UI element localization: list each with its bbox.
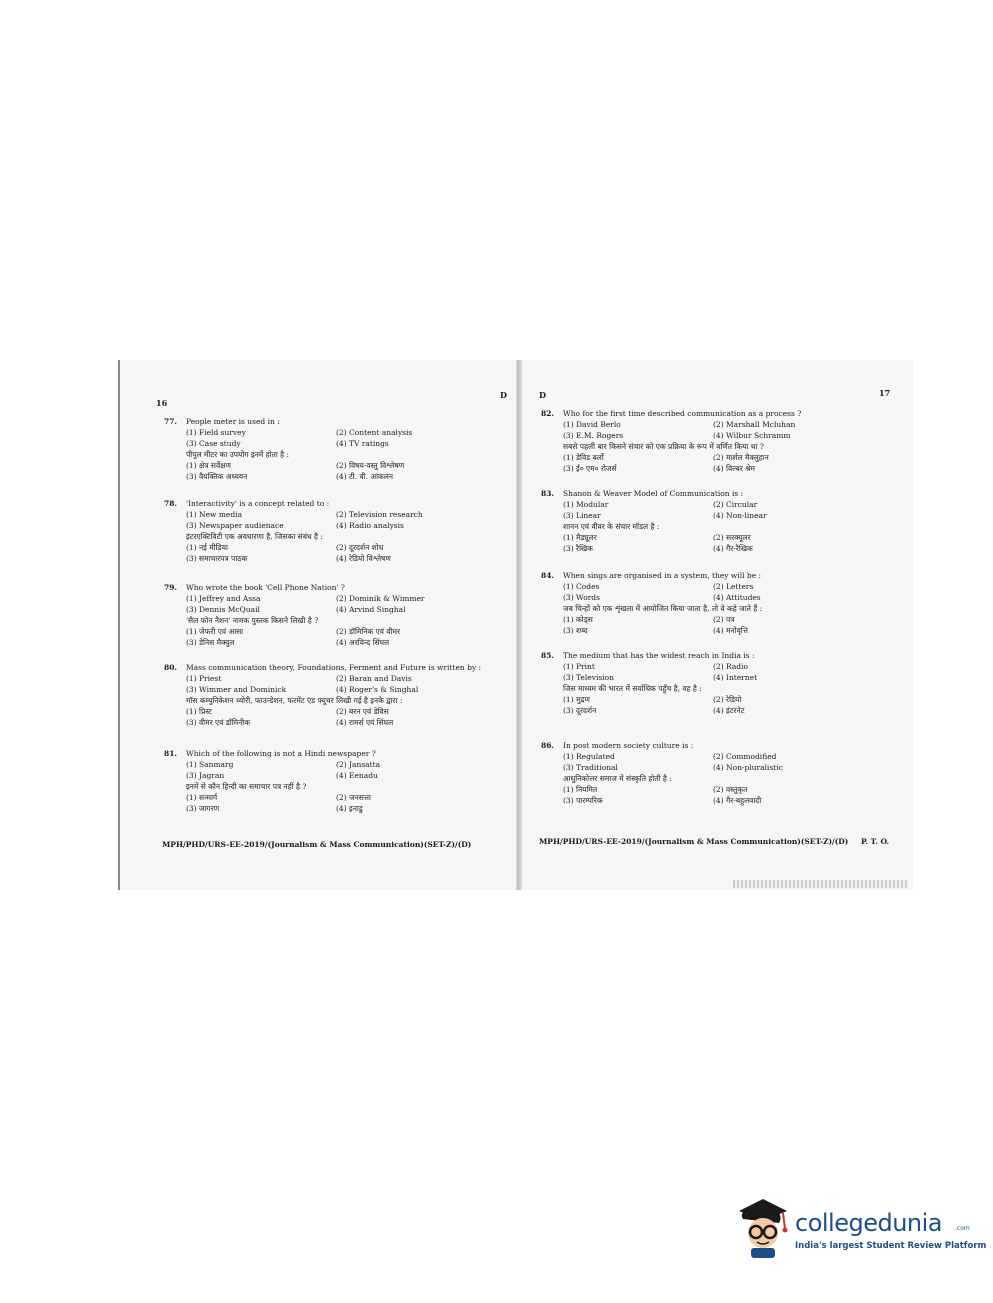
option-hindi: (4) रामर्स एवं सिंघल bbox=[336, 718, 394, 727]
question-stem-row bbox=[541, 408, 871, 419]
option: (1) Sanmarg bbox=[186, 760, 234, 769]
question-stem-hindi: 'सैल फोन नैशन' नामक पुस्तक किसने लिखी है ? bbox=[186, 616, 319, 625]
options-grid-hindi bbox=[541, 784, 871, 806]
question-stem-row bbox=[164, 662, 494, 673]
option-hindi: (2) मार्शल मैक्लुहान bbox=[713, 453, 769, 462]
option-hindi: (1) नई मीडिया bbox=[186, 543, 228, 552]
option-hindi: (4) मनोवृत्ति bbox=[713, 626, 748, 635]
question-stem-row bbox=[541, 570, 871, 581]
option-hindi: (2) वस्तुकृत bbox=[713, 785, 748, 794]
question-stem-row bbox=[164, 416, 494, 427]
option: (3) Case study bbox=[186, 439, 241, 448]
option: (3) Jagran bbox=[186, 771, 225, 780]
option-hindi: (2) दूरदर्शन शोध bbox=[336, 543, 384, 552]
option: (1) Modular bbox=[563, 500, 609, 509]
option: (2) Dominik & Wimmer bbox=[336, 594, 425, 603]
question-number: 84. bbox=[541, 571, 555, 580]
option: (3) Traditional bbox=[563, 763, 618, 772]
options-grid bbox=[164, 593, 494, 615]
right-page bbox=[520, 360, 914, 890]
question-stem: When sings are organised in a system, they will be : bbox=[563, 571, 762, 580]
option: (1) Priest bbox=[186, 674, 222, 683]
options-grid-hindi bbox=[164, 626, 494, 648]
option-hindi: (3) पारम्परिक bbox=[563, 796, 603, 805]
option: (4) Non-linear bbox=[713, 511, 767, 520]
option: (4) Wilbur Schramm bbox=[713, 431, 791, 440]
question-stem-row bbox=[541, 740, 871, 751]
question-number: 83. bbox=[541, 489, 555, 498]
question-stem-hindi: इंटरएक्टिविटी एक अवधारणा है, जिसका संबंध है : bbox=[186, 532, 323, 541]
question-stem: Who for the first time described communication as a process ? bbox=[563, 409, 802, 418]
options-grid bbox=[541, 419, 871, 441]
brand-name: collegedunia bbox=[795, 1209, 943, 1237]
option: (1) Regulated bbox=[563, 752, 615, 761]
question-stem-row bbox=[164, 498, 494, 509]
question-stem: Mass communication theory, Foundations, Ferment and Future is written by : bbox=[186, 663, 482, 672]
options-grid-hindi bbox=[541, 532, 871, 554]
question-stem-hindi: मॉस कम्युनिकेशन थ्योरी, फाउन्डेशन, फरमेंट एंड फ्यूचर लिखी गई है इनके द्वारा : bbox=[186, 696, 403, 705]
option-hindi: (3) वैयक्तिक अध्ययन bbox=[186, 472, 248, 481]
option-hindi: (1) जेफरी एवं आसा bbox=[186, 627, 244, 636]
option-hindi: (1) मैड्यूलर bbox=[563, 533, 597, 542]
option: (4) Roger's & Singhal bbox=[336, 685, 419, 694]
question-stem-hindi: पीपुल मीटर का उपयोग इनमें होता है : bbox=[186, 450, 290, 459]
option-hindi: (3) डेनिस मैक्वुल bbox=[186, 638, 235, 647]
question-number: 81. bbox=[164, 749, 178, 758]
question-81 bbox=[164, 748, 494, 814]
question-78 bbox=[164, 498, 494, 564]
option-hindi: (3) वीमर एवं डॉमिनीक bbox=[186, 718, 251, 727]
options-grid bbox=[541, 581, 871, 603]
option: (4) TV ratings bbox=[336, 439, 389, 448]
option-hindi: (3) समाचारपत्र पाठक bbox=[186, 554, 248, 563]
options-grid-hindi bbox=[164, 792, 494, 814]
option-hindi: (1) सन्मार्ग bbox=[186, 793, 218, 802]
option-hindi: (1) मुद्रण bbox=[563, 695, 590, 704]
student-mascot-icon bbox=[733, 1195, 791, 1265]
question-stem: People meter is used in : bbox=[186, 417, 280, 426]
options-grid bbox=[164, 673, 494, 695]
option: (4) Attitudes bbox=[713, 593, 761, 602]
options-grid bbox=[164, 759, 494, 781]
question-stem: In post modern society culture is : bbox=[563, 741, 694, 750]
option: (2) Commodified bbox=[713, 752, 777, 761]
question-82 bbox=[541, 408, 871, 474]
collegedunia-logo bbox=[733, 1195, 987, 1265]
option: (3) Newspaper audienace bbox=[186, 521, 284, 530]
option: (4) Radio analysis bbox=[336, 521, 404, 530]
options-grid bbox=[541, 751, 871, 773]
brand-suffix: .com bbox=[955, 1225, 970, 1232]
question-stem: 'Interactivity' is a concept related to : bbox=[186, 499, 330, 508]
option: (2) Marshall Mcluhan bbox=[713, 420, 796, 429]
option-hindi: (2) सरक्यूलर bbox=[713, 533, 751, 542]
option: (2) Baran and Davis bbox=[336, 674, 412, 683]
question-number: 86. bbox=[541, 741, 555, 750]
option-hindi: (4) गैर-बहुलवादी bbox=[713, 796, 762, 805]
option-hindi: (4) टी. वी. आंकलन bbox=[336, 472, 394, 481]
option: (3) E.M. Rogers bbox=[563, 431, 624, 440]
question-77 bbox=[164, 416, 494, 482]
option: (3) Dennis McQuail bbox=[186, 605, 260, 614]
question-stem-hindi: सबसे पहली बार किसने संचार को एक प्रक्रिया के रूप में वर्णित किया था ? bbox=[563, 442, 764, 451]
option-hindi: (1) क्षेत्र सर्वेक्षण bbox=[186, 461, 231, 470]
question-number: 80. bbox=[164, 663, 178, 672]
option-hindi: (1) कोड्स bbox=[563, 615, 593, 624]
question-stem: Shanon & Weaver Model of Communication is : bbox=[563, 489, 744, 498]
left-page bbox=[118, 360, 520, 890]
option-hindi: (4) गैर-रैखिक bbox=[713, 544, 753, 553]
option-hindi: (2) जनसत्ता bbox=[336, 793, 371, 802]
option-hindi: (3) ई० एम० रोजर्स bbox=[563, 464, 617, 473]
options-grid-hindi bbox=[164, 706, 494, 728]
set-letter: D bbox=[500, 390, 507, 400]
option-hindi: (3) दूरदर्शन bbox=[563, 706, 597, 715]
options-grid bbox=[164, 427, 494, 449]
option: (1) David Berlo bbox=[563, 420, 621, 429]
brand-tagline: India's largest Student Review Platform bbox=[795, 1241, 987, 1251]
option-hindi: (2) रेडियो bbox=[713, 695, 742, 704]
question-stem-hindi: जब चिन्हों को एक शृंखला में आयोजित किया जाता है, तो वे कहे जाते हैं : bbox=[563, 604, 763, 613]
options-grid-hindi bbox=[541, 452, 871, 474]
option-hindi: (2) डॉमिनिक एवं वीमर bbox=[336, 627, 401, 636]
options-grid bbox=[541, 661, 871, 683]
page-number: 16 bbox=[156, 398, 168, 408]
question-number: 77. bbox=[164, 417, 178, 426]
question-stem-row bbox=[164, 748, 494, 759]
option: (1) Print bbox=[563, 662, 595, 671]
question-84 bbox=[541, 570, 871, 636]
option: (1) Field survey bbox=[186, 428, 246, 437]
option-hindi: (3) शब्द bbox=[563, 626, 588, 635]
option: (2) Letters bbox=[713, 582, 754, 591]
question-83 bbox=[541, 488, 871, 554]
option: (1) Jeffrey and Assa bbox=[186, 594, 261, 603]
options-grid bbox=[541, 499, 871, 521]
option-hindi: (4) रेडियो विश्लेषण bbox=[336, 554, 391, 563]
option: (2) Circular bbox=[713, 500, 758, 509]
option-hindi: (4) इंटरनेट bbox=[713, 706, 745, 715]
options-grid-hindi bbox=[164, 542, 494, 564]
option-hindi: (4) इनाडु bbox=[336, 804, 363, 813]
option-hindi: (4) विल्बर श्रेम bbox=[713, 464, 756, 473]
option-hindi: (1) नियमित bbox=[563, 785, 598, 794]
question-stem: The medium that has the widest reach in India is : bbox=[563, 651, 755, 660]
question-stem-hindi: इनमें से कौन हिन्दी का समाचार पत्र नहीं है ? bbox=[186, 782, 307, 791]
option: (3) Television bbox=[563, 673, 614, 682]
question-stem: Who wrote the book 'Cell Phone Nation' ? bbox=[186, 583, 345, 592]
question-79 bbox=[164, 582, 494, 648]
option: (3) Linear bbox=[563, 511, 601, 520]
option: (4) Internet bbox=[713, 673, 758, 682]
options-grid-hindi bbox=[541, 694, 871, 716]
option: (3) Wimmer and Dominick bbox=[186, 685, 287, 694]
option-hindi: (3) जागरण bbox=[186, 804, 220, 813]
option: (2) Radio bbox=[713, 662, 749, 671]
page-number: 17 bbox=[879, 388, 891, 398]
option-hindi: (4) अरविन्द सिंघल bbox=[336, 638, 390, 647]
option: (3) Words bbox=[563, 593, 600, 602]
question-stem: Which of the following is not a Hindi newspaper ? bbox=[186, 749, 376, 758]
option: (2) Television research bbox=[336, 510, 423, 519]
set-letter: D bbox=[539, 390, 546, 400]
question-80 bbox=[164, 662, 494, 728]
question-number: 78. bbox=[164, 499, 178, 508]
question-stem-row bbox=[164, 582, 494, 593]
option: (2) Content analysis bbox=[336, 428, 413, 437]
question-85 bbox=[541, 650, 871, 716]
pto-label: P. T. O. bbox=[861, 837, 890, 846]
question-number: 79. bbox=[164, 583, 178, 592]
options-grid bbox=[164, 509, 494, 531]
options-grid-hindi bbox=[541, 614, 871, 636]
option-hindi: (1) डेविड बर्लो bbox=[563, 453, 604, 462]
option: (1) New media bbox=[186, 510, 243, 519]
question-86 bbox=[541, 740, 871, 806]
option: (1) Codes bbox=[563, 582, 600, 591]
option-hindi: (2) पत्र bbox=[713, 615, 735, 624]
options-grid-hindi bbox=[164, 460, 494, 482]
book-spread bbox=[118, 360, 913, 890]
page-footer: MPH/PHD/URS-EE-2019/(Journalism & Mass Communication)(SET-Z)/(D) bbox=[539, 837, 849, 846]
option: (4) Non-pluralistic bbox=[713, 763, 783, 772]
question-stem-hindi: जिस माध्यम की भारत में सर्वाधिक पहुँच है, वह है : bbox=[563, 684, 702, 693]
question-number: 82. bbox=[541, 409, 555, 418]
question-stem-hindi: आधुनिकोत्तर समाज में संस्कृति होती है : bbox=[563, 774, 672, 783]
option-hindi: (1) प्रिस्ट bbox=[186, 707, 212, 716]
option: (2) Jansatta bbox=[336, 760, 381, 769]
question-number: 85. bbox=[541, 651, 555, 660]
page-footer: MPH/PHD/URS-EE-2019/(Journalism & Mass Communication)(SET-Z)/(D) bbox=[162, 840, 472, 849]
question-stem-hindi: शानन एवं वीवर के संचार मॉडल है : bbox=[563, 522, 660, 531]
scan-edge bbox=[733, 880, 908, 888]
question-stem-row bbox=[541, 488, 871, 499]
question-stem-row bbox=[541, 650, 871, 661]
option-hindi: (3) रैखिक bbox=[563, 544, 593, 553]
option-hindi: (2) विषय-वस्तु विश्लेषण bbox=[336, 461, 405, 470]
option-hindi: (2) बरन एवं डेविस bbox=[336, 707, 389, 716]
option: (4) Eenadu bbox=[336, 771, 378, 780]
option: (4) Arvind Singhal bbox=[336, 605, 406, 614]
